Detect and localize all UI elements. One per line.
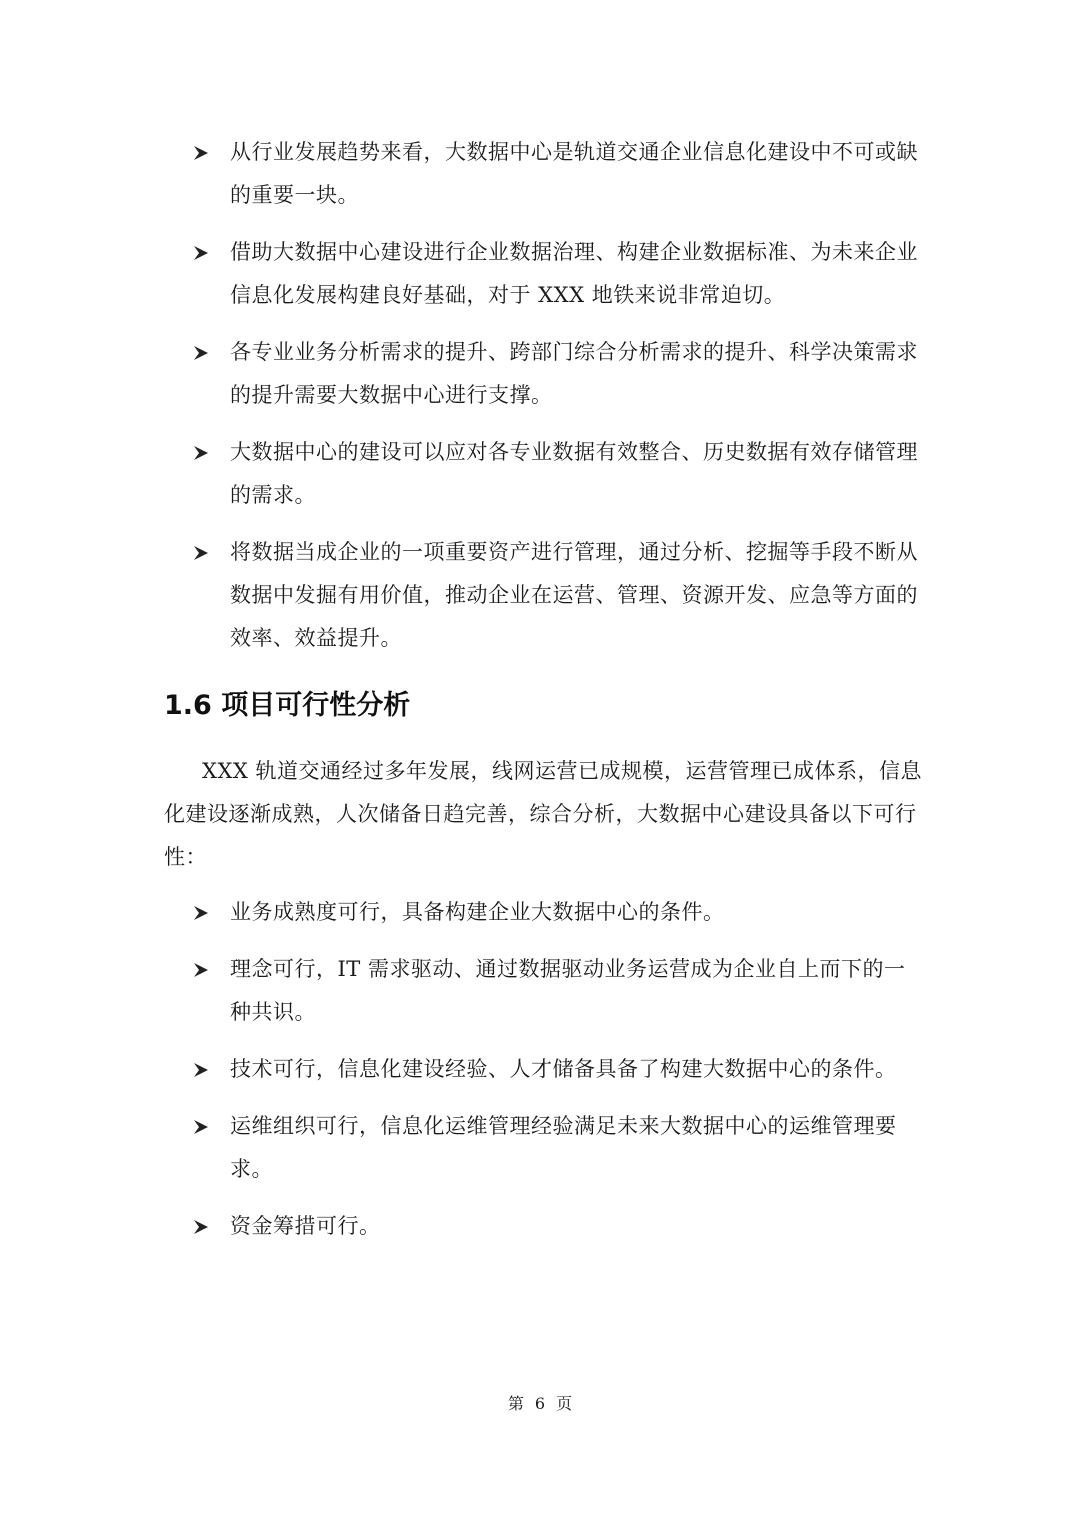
bullet-text: 业务成熟度可行，具备构建企业大数据中心的条件。 xyxy=(230,900,725,924)
section-paragraph: XXX 轨道交通经过多年发展，线网运营已成规模，运营管理已成体系，信息化建设逐渐成熟，人次储备日趋完善，综合分析，大数据中心建设具备以下可行性： xyxy=(164,759,923,869)
arrowhead-bullet-icon xyxy=(193,1219,209,1235)
bullet-text: 各专业业务分析需求的提升、跨部门综合分析需求的提升、科学决策需求的提升需要大数据中心进行支撑。 xyxy=(230,340,918,407)
bullet-text: 理念可行，IT 需求驱动、通过数据驱动业务运营成为企业自上而下的一种共识。 xyxy=(230,957,906,1024)
list-item xyxy=(193,1105,923,1191)
list-item xyxy=(193,1205,923,1248)
bullet-text: 技术可行，信息化建设经验、人才储备具备了构建大数据中心的条件。 xyxy=(230,1057,897,1081)
list-item xyxy=(193,431,923,517)
arrowhead-bullet-icon xyxy=(193,145,209,161)
arrowhead-bullet-icon xyxy=(193,1062,209,1078)
bullet-text: 运维组织可行，信息化运维管理经验满足未来大数据中心的运维管理要求。 xyxy=(230,1114,897,1181)
bullet-text: 从行业发展趋势来看，大数据中心是轨道交通企业信息化建设中不可或缺的重要一块。 xyxy=(230,140,918,207)
bullet-text: 资金筹措可行。 xyxy=(230,1214,381,1238)
bullet-text: 借助大数据中心建设进行企业数据治理、构建企业数据标准、为未来企业信息化发展构建良好基础，对于 XXX 地铁来说非常迫切。 xyxy=(230,240,918,307)
page-number: 第 6 页 xyxy=(507,1394,573,1413)
feasibility-bullet-list xyxy=(193,891,923,1262)
arrowhead-bullet-icon xyxy=(193,905,209,921)
list-item xyxy=(193,531,923,660)
list-item xyxy=(193,948,923,1034)
intro-bullet-list xyxy=(193,131,923,674)
list-item xyxy=(193,331,923,417)
bullet-text: 将数据当成企业的一项重要资产进行管理，通过分析、挖掘等手段不断从数据中发掘有用价值，推动企业在运营、管理、资源开发、应急等方面的效率、效益提升。 xyxy=(230,540,918,650)
arrowhead-bullet-icon xyxy=(193,962,209,978)
list-item xyxy=(193,231,923,317)
list-item xyxy=(193,891,923,934)
bullet-text: 大数据中心的建设可以应对各专业数据有效整合、历史数据有效存储管理的需求。 xyxy=(230,440,918,507)
arrowhead-bullet-icon xyxy=(193,245,209,261)
arrowhead-bullet-icon xyxy=(193,545,209,561)
arrowhead-bullet-icon xyxy=(193,1119,209,1135)
list-item xyxy=(193,1048,923,1091)
section-heading: 1.6 项目可行性分析 xyxy=(164,690,411,721)
arrowhead-bullet-icon xyxy=(193,445,209,461)
list-item xyxy=(193,131,923,217)
arrowhead-bullet-icon xyxy=(193,345,209,361)
